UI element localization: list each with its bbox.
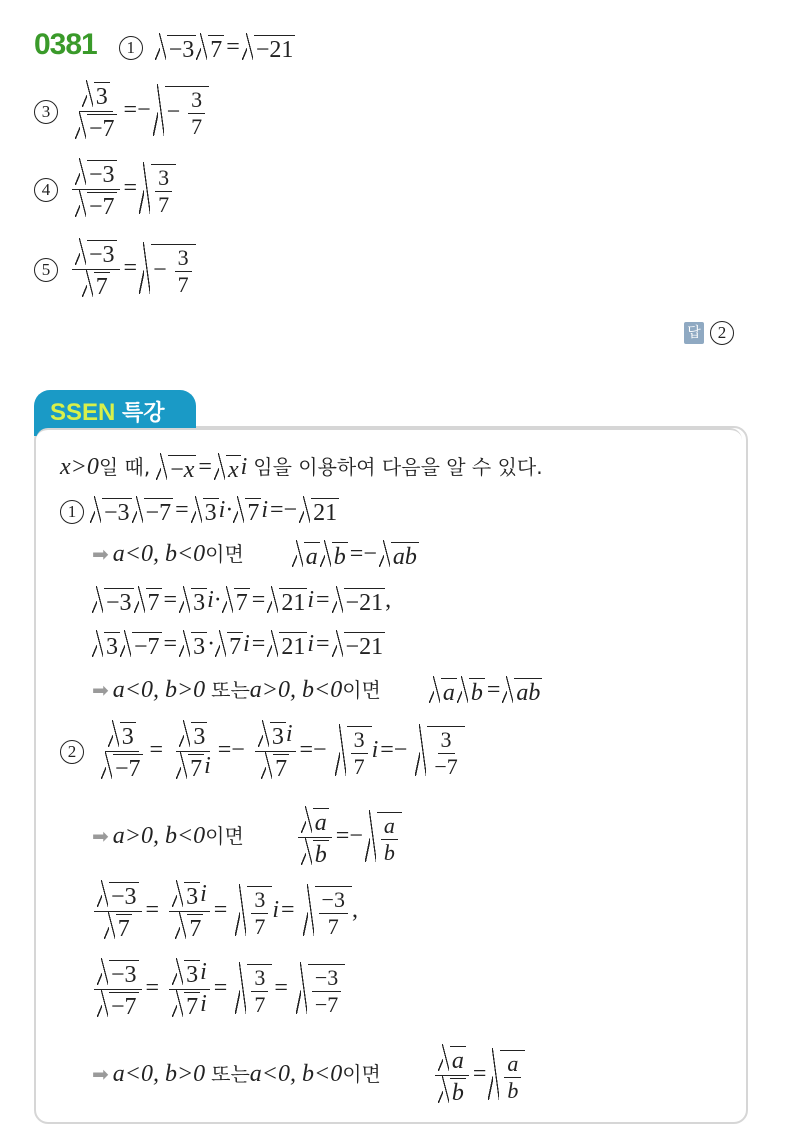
fraction: $\frac{-3}{7}$ xyxy=(72,240,120,299)
rule-cond2: a<0, b<0 xyxy=(249,1061,343,1088)
choice-mark-3: 3 xyxy=(34,100,58,124)
section1-rule1: ➡ a<0, b<0이면 a b =− ab xyxy=(92,541,417,570)
rule-cond: a>0, b<0 xyxy=(112,823,206,850)
rule-ko: 이면 xyxy=(342,1062,381,1087)
arrow-icon: ➡ xyxy=(92,824,109,849)
rule-ko: 이면 xyxy=(205,824,244,849)
sqrt-expr: − $\frac{3}{7}$ xyxy=(153,86,210,138)
section2-ex2: $\frac{-3}{-7}$ = $\frac{3i}{7i}$ = $\frac{3}{7}$ = $\frac{-3}{-7}$ xyxy=(92,960,345,1019)
rule-cond2: a>0, b<0 xyxy=(249,677,343,704)
section1-line: 1 −3 −7 = 3i· 7i=− 21 xyxy=(60,498,339,525)
choice-mark-1: 1 xyxy=(119,36,143,60)
box-top-edge xyxy=(36,428,742,446)
problem-line-5: 5 $\frac{-3}{7}$ = − $\frac{3}{7}$ xyxy=(34,240,196,299)
problem-line-1: 0381 1 −3 7 = −21 xyxy=(34,28,294,63)
section2-mark: 2 xyxy=(60,740,84,764)
intro-ko1: 일 때, xyxy=(98,455,151,480)
rule-cond1: a<0, b>0 xyxy=(112,1061,206,1088)
lecture-tab-label xyxy=(50,396,165,427)
rule-or: 또는 xyxy=(211,1062,250,1087)
sqrt-expr: −3 xyxy=(155,35,197,62)
lecture-intro: x>0일 때, −x = xi 임을 이용하여 다음을 알 수 있다. xyxy=(60,454,543,483)
intro-ko2: 임을 이용하여 다음을 알 수 있다. xyxy=(253,455,543,480)
section1-rule2: ➡ a<0, b>0 또는a>0, b<0이면 a b = ab xyxy=(92,677,541,706)
problem-number: 0381 xyxy=(34,28,97,61)
arrow-icon: ➡ xyxy=(92,542,109,567)
section2-rule1: ➡ a>0, b<0이면 $\frac{a}{b}$ =− $\frac{a}{b}$ xyxy=(92,808,402,867)
fraction: $\frac{3}{-7}$ xyxy=(72,82,120,141)
problem-line-3: 3 $\frac{3}{-7}$ =− − $\frac{3}{7}$ xyxy=(34,82,209,141)
sqrt-expr: −21 xyxy=(242,35,296,62)
rule-ko: 이면 xyxy=(205,542,244,567)
answer-badge: 답 xyxy=(684,322,704,344)
answer-mark: 2 xyxy=(710,321,734,345)
problem-line-4: 4 $\frac{-3}{-7}$ = $\frac{3}{7}$ xyxy=(34,160,176,219)
section2-ex1: $\frac{-3}{7}$ = $\frac{3i}{7}$ = $\frac{3}{7}$ i= $\frac{-3}{7}$ , xyxy=(92,882,358,941)
tab-title: 특강 xyxy=(122,401,165,426)
tab-brand: SSEN xyxy=(50,399,116,426)
choice-mark-4: 4 xyxy=(34,178,58,202)
intro-cond: x>0 xyxy=(60,454,99,481)
rule-cond1: a<0, b>0 xyxy=(112,677,206,704)
section1-mark: 1 xyxy=(60,500,84,524)
arrow-icon: ➡ xyxy=(92,1062,109,1087)
section2-line: 2 $\frac{3}{-7}$ = $\frac{3}{7i}$ =− $\frac{3i}{7}$ =− $\frac{3}{7}$ i=− $\frac{3}{-7}$ xyxy=(60,722,465,781)
choice-mark-5: 5 xyxy=(34,258,58,282)
rule-cond: a<0, b<0 xyxy=(112,541,206,568)
section2-rule2: ➡ a<0, b>0 또는a<0, b<0이면 $\frac{a}{b}$ = $\frac{a}{b}$ xyxy=(92,1046,525,1105)
fraction: $\frac{-3}{-7}$ xyxy=(72,160,120,219)
rule-or: 또는 xyxy=(211,678,250,703)
sqrt-expr: $\frac{3}{7}$ xyxy=(139,164,176,216)
section1-ex1: −3 7 = 3i· 7 = 21i= −21, xyxy=(92,588,391,615)
sqrt-expr: 7 xyxy=(196,35,224,62)
rule-ko: 이면 xyxy=(342,678,381,703)
answer xyxy=(684,320,740,345)
arrow-icon: ➡ xyxy=(92,678,109,703)
sqrt-expr: − $\frac{3}{7}$ xyxy=(139,244,196,296)
section1-ex2: 3 −7 = 3· 7i= 21i= −21 xyxy=(92,632,385,659)
